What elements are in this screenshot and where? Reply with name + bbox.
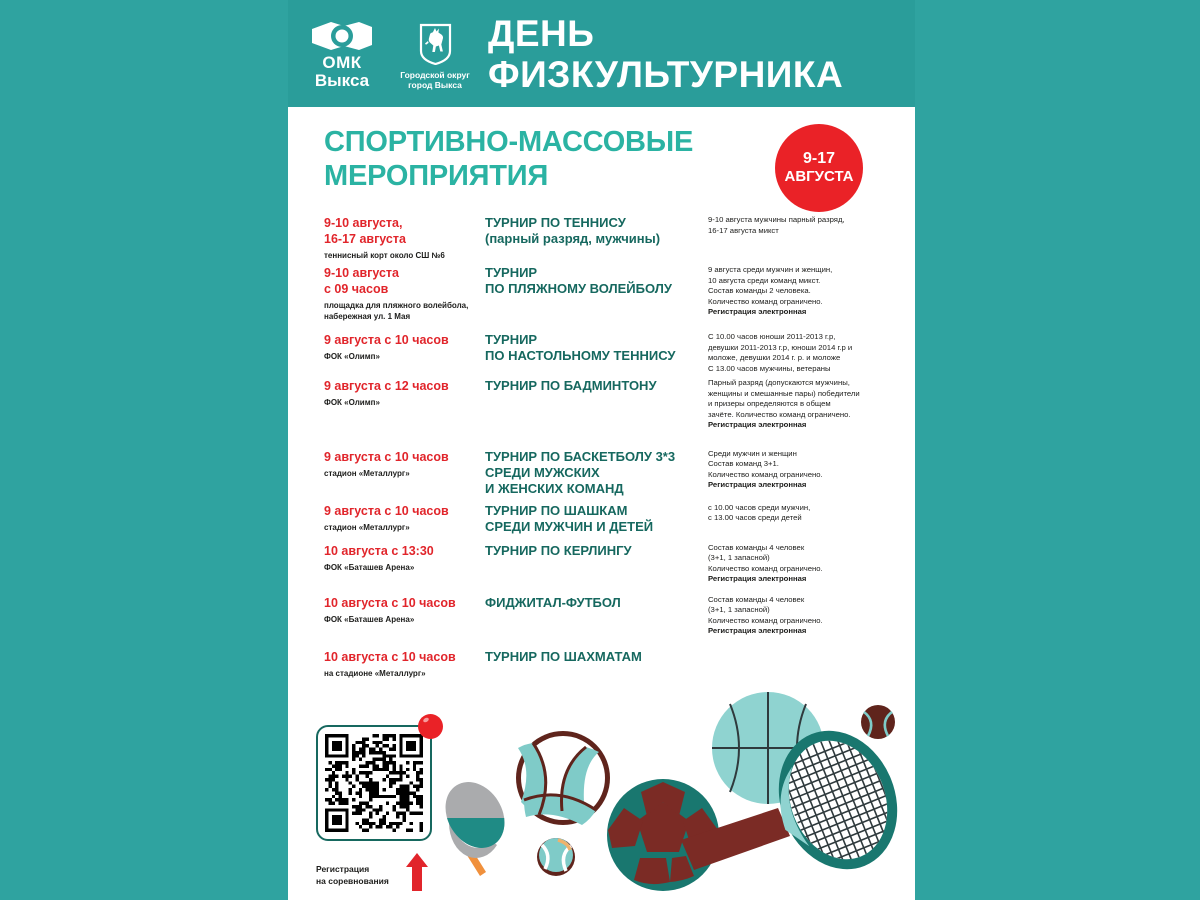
event-title-line: ТУРНИР	[485, 332, 538, 347]
event-row	[324, 595, 889, 637]
event-description-line: зачёте. Количество команд ограничено.	[708, 409, 851, 419]
event-venue: стадион «Металлург»	[324, 468, 410, 478]
qr-caption-line1: Регистрация	[316, 864, 370, 874]
event-description-line: Состав команд 3+1.	[708, 459, 779, 468]
poster-main-title	[488, 13, 843, 95]
event-date	[324, 265, 479, 297]
event-date	[324, 649, 479, 665]
event-title	[485, 215, 708, 247]
event-date-line: 9 августа с 12 часов	[324, 379, 449, 393]
event-datetime	[324, 449, 485, 479]
registration-qr-block	[316, 725, 456, 887]
qr-caption-line2: на соревнования	[316, 876, 389, 886]
event-row	[324, 543, 889, 585]
section-title-line1: СПОРТИВНО-МАССОВЫЕ	[324, 126, 694, 158]
event-description	[708, 332, 889, 374]
event-title	[485, 449, 708, 497]
event-date-line: 10 августа с 10 часов	[324, 595, 456, 610]
qr-code-icon[interactable]	[325, 734, 423, 832]
qr-code-frame[interactable]	[316, 725, 432, 841]
event-row	[324, 649, 889, 679]
event-registration-note: Регистрация электронная	[708, 480, 807, 489]
event-datetime	[324, 378, 485, 408]
section-title-line2: МЕРОПРИЯТИЯ	[324, 160, 549, 192]
event-datetime	[324, 265, 485, 322]
vyksa-logo-caption	[400, 70, 470, 91]
event-title-line: ТУРНИР ПО КЕРЛИНГУ	[485, 542, 632, 558]
event-date-line: 10 августа с 10 часов	[324, 649, 456, 664]
event-title-line: ФИДЖИТАЛ-ФУТБОЛ	[485, 594, 621, 610]
event-title	[485, 265, 708, 297]
main-title-line1: ДЕНЬ	[488, 12, 595, 54]
event-venue: стадион «Металлург»	[324, 522, 410, 532]
event-description-line: женщины и смешанные пары) победители	[708, 388, 860, 398]
event-row	[324, 449, 889, 497]
event-row	[324, 332, 889, 374]
event-title-line: СРЕДИ МУЖЧИН И ДЕТЕЙ	[485, 518, 654, 534]
qr-caption	[316, 863, 456, 887]
event-title-line: ПО ПЛЯЖНОМУ ВОЛЕЙБОЛУ	[485, 281, 672, 296]
event-venue: ФОК «Олимп»	[324, 398, 380, 407]
event-datetime	[324, 215, 485, 261]
event-title	[485, 649, 708, 665]
event-datetime	[324, 543, 485, 573]
event-date-line: 16-17 августа	[324, 232, 406, 246]
event-title-line: ТУРНИР ПО ШАШКАМ	[485, 502, 628, 518]
event-title-line: И ЖЕНСКИХ КОМАНД	[485, 480, 624, 496]
event-date	[324, 595, 479, 611]
sports-equipment-illustration	[438, 690, 915, 900]
event-venue: ФОК «Баташев Арена»	[324, 562, 415, 572]
omk-logo-line1: ОМК	[322, 52, 362, 72]
section-title	[324, 125, 784, 193]
vyksa-deer-shield-icon	[419, 23, 452, 65]
event-title-line: ТУРНИР ПО ШАХМАТАМ	[485, 648, 642, 664]
event-title-line: СРЕДИ МУЖСКИХ	[485, 464, 600, 480]
event-description	[708, 503, 889, 524]
event-datetime	[324, 595, 485, 625]
event-description-line: моложе, девушки 2014 г. р. и моложе	[708, 353, 841, 362]
event-venue: на стадионе «Металлург»	[324, 668, 426, 678]
event-date	[324, 332, 479, 348]
event-row	[324, 265, 889, 322]
event-description-line: 9-10 августа мужчины парный разряд,	[708, 215, 845, 224]
event-title-line: ПО НАСТОЛЬНОМУ ТЕННИСУ	[485, 348, 676, 363]
event-description	[708, 595, 889, 637]
event-date	[324, 378, 479, 394]
event-date	[324, 503, 479, 519]
event-date-line: 9 августа с 10 часов	[324, 449, 449, 464]
omk-ribbon-icon	[311, 21, 373, 51]
event-row	[324, 503, 889, 535]
event-date-line: 9 августа с 10 часов	[324, 503, 449, 518]
event-datetime	[324, 332, 485, 362]
event-registration-note: Регистрация электронная	[708, 574, 807, 583]
event-description-line: (3+1, 1 запасной)	[708, 605, 770, 614]
small-tennis-ball-icon	[537, 838, 575, 876]
event-date	[324, 215, 479, 247]
event-row	[324, 215, 889, 261]
event-registration-note: Регистрация электронная	[708, 307, 807, 316]
event-date-line: 9 августа с 10 часов	[324, 333, 449, 347]
event-description	[708, 543, 889, 585]
poster-card	[288, 0, 915, 900]
event-date-line: 9-10 августа	[324, 266, 399, 280]
volleyball-icon	[516, 731, 610, 825]
event-description-line: 16-17 августа микст	[708, 225, 779, 235]
ping-pong-paddle-icon	[438, 771, 528, 878]
event-title	[485, 378, 708, 394]
event-description-line: Количество команд ограничено.	[708, 563, 823, 573]
event-description	[708, 265, 889, 318]
logo-group	[288, 17, 478, 91]
omk-logo-line2: Выкса	[314, 70, 370, 90]
event-date-line: 9-10 августа,	[324, 216, 403, 230]
vyksa-logo	[392, 21, 478, 91]
event-title	[485, 595, 708, 611]
event-description-line: и призеры определяются в общем	[708, 399, 831, 408]
event-description	[708, 215, 889, 236]
event-title	[485, 503, 708, 535]
event-description-line: С 10.00 часов юноши 2011-2013 г.р,	[708, 332, 836, 341]
event-venue: ФОК «Олимп»	[324, 352, 380, 361]
vyksa-caption-line1: Городской округ	[400, 69, 470, 80]
events-list	[324, 215, 889, 679]
tennis-ball-icon	[861, 705, 895, 739]
event-description	[708, 378, 889, 431]
vyksa-caption-line2: город Выкса	[408, 80, 462, 90]
event-description-line: Количество команд ограничено.	[708, 615, 823, 625]
poster-header	[288, 0, 915, 107]
event-description-line: Парный разряд (допускаются мужчины,	[708, 378, 850, 387]
event-description-line: Состав команды 4 человек	[708, 542, 805, 552]
event-venue: теннисный корт около СШ №6	[324, 251, 445, 260]
event-venue: ФОК «Баташев Арена»	[324, 614, 415, 624]
event-title-line: ТУРНИР ПО ТЕННИСУ	[485, 215, 626, 230]
date-badge-line2: АВГУСТА	[784, 168, 854, 185]
event-description-line: Состав команды 4 человек	[708, 594, 805, 604]
event-description-line: Среди мужчин и женщин	[708, 448, 797, 458]
date-badge-line1: 9-17	[802, 150, 836, 167]
event-description-line: 9 августа среди мужчин и женщин,	[708, 265, 833, 274]
event-venue: площадка для пляжного волейбола, набережная ул. 1 Мая	[324, 301, 469, 321]
event-description-line: с 10.00 часов среди мужчин,	[708, 502, 811, 512]
event-registration-note: Регистрация электронная	[708, 626, 807, 635]
event-description-line: девушки 2011-2013 г.р, юноши 2014 г.р и	[708, 342, 853, 352]
event-title-line: ТУРНИР	[485, 265, 538, 280]
main-title-line2: ФИЗКУЛЬТУРНИКА	[488, 53, 844, 95]
event-title-line: ТУРНИР ПО БАДМИНТОНУ	[485, 378, 657, 393]
event-title-line: ТУРНИР ПО БАСКЕТБОЛУ 3*3	[485, 448, 676, 464]
event-row	[324, 378, 889, 431]
event-title	[485, 543, 708, 559]
event-title	[485, 332, 708, 364]
up-arrow-icon	[404, 851, 430, 893]
event-description-line: 10 августа среди команд микст.	[708, 275, 821, 285]
event-description	[708, 449, 889, 491]
event-date-line: 10 августа с 13:30	[324, 543, 434, 558]
event-description-line: Состав команды 2 человека.	[708, 286, 811, 295]
event-title-line: (парный разряд, мужчины)	[485, 231, 661, 246]
event-date	[324, 543, 479, 559]
event-description-line: С 13.00 часов мужчины, ветераны	[708, 363, 831, 373]
event-description-line: Количество команд ограничено.	[708, 296, 823, 306]
date-badge	[775, 124, 863, 212]
event-datetime	[324, 649, 485, 679]
event-datetime	[324, 503, 485, 533]
event-date	[324, 449, 479, 465]
event-registration-note: Регистрация электронная	[708, 420, 807, 429]
omk-logo	[306, 21, 378, 90]
event-description-line: (3+1, 1 запасной)	[708, 553, 770, 562]
event-description-line: Количество команд ограничено.	[708, 469, 823, 479]
event-date-line: с 09 часов	[324, 282, 389, 296]
event-description-line: с 13.00 часов среди детей	[708, 513, 802, 522]
